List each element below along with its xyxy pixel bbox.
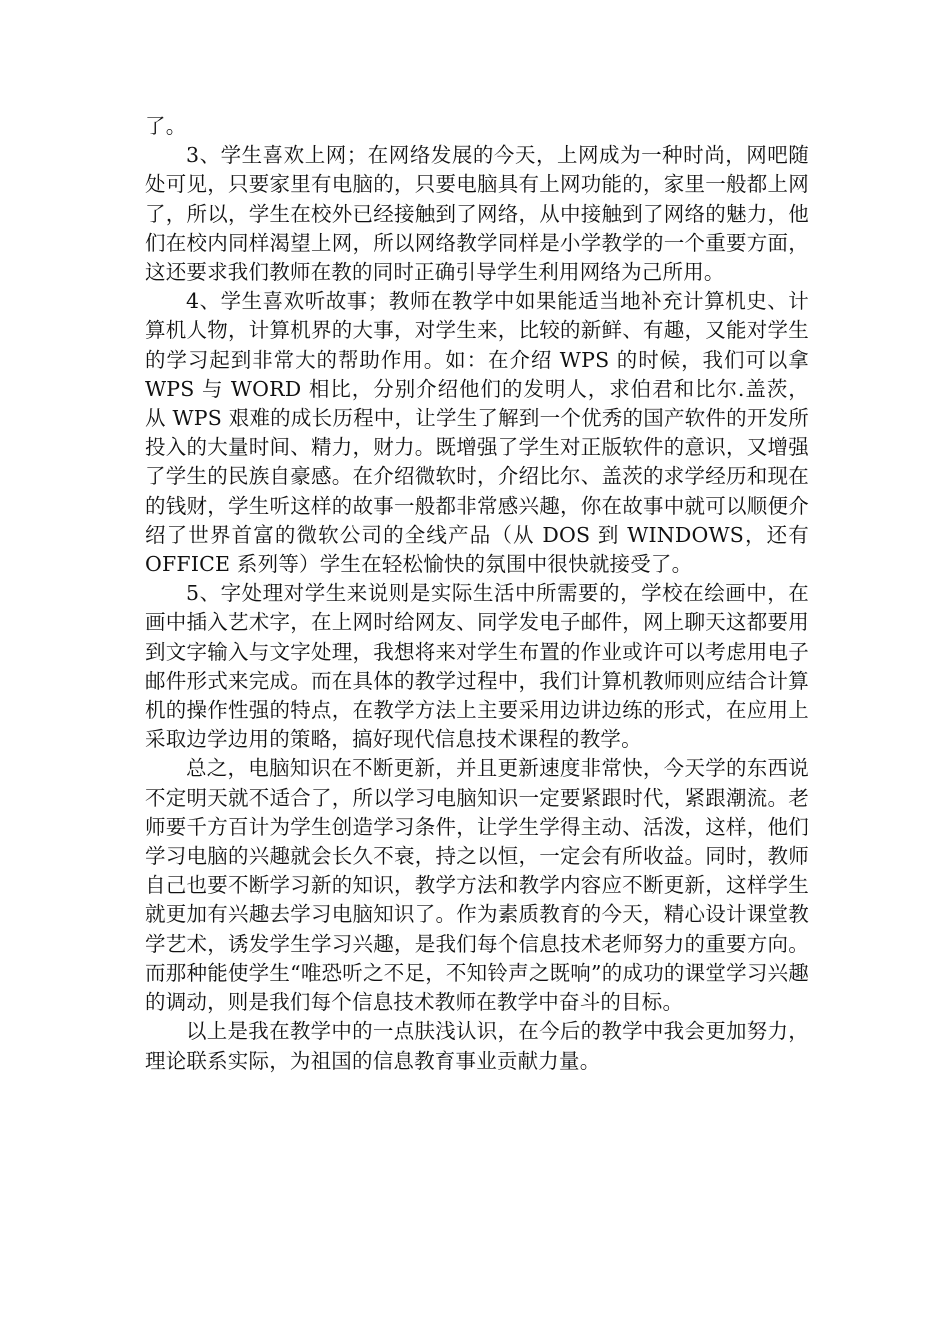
- paragraph-point-4: 4、学生喜欢听故事；教师在教学中如果能适当地补充计算机史、计算机人物，计算机界的大事，对学生来，比较的新鲜、有趣，又能对学生的学习起到非常大的帮助作用。如：在介绍 WPS 的时候，我们可以拿 WPS 与 WORD 相比，分别介绍他们的发明人，求伯君和比尔.盖茨，从 WPS 艰难的成长历程中，让学生了解到一个优秀的国产软件的开发所投入的大量时间、精力，财力。既增强了学生对正版软件的意识，又增强了学生的民族自豪感。在介绍微软时，介绍比尔、盖茨的求学经历和现在的钱财，学生听这样的故事一般都非常感兴趣，你在故事中就可以顺便介绍了世界首富的微软公司的全线产品（从 DOS 到 WINDOWS，还有 OFFICE 系列等）学生在轻松愉快的氛围中很快就接受了。: [145, 289, 809, 577]
- paragraph-continuation: 了。: [145, 114, 187, 138]
- paragraph-point-5: 5、字处理对学生来说则是实际生活中所需要的，学校在绘画中，在画中插入艺术字，在上网时给网友、同学发电子邮件，网上聊天这都要用到文字输入与文字处理，我想将来对学生布置的作业或许可以考虑用电子邮件形式来完成。而在具体的教学过程中，我们计算机教师则应结合计算机的操作性强的特点，在教学方法上主要采用边讲边练的形式，在应用上采取边学边用的策略，搞好现代信息技术课程的教学。: [145, 581, 809, 752]
- paragraph-summary: 总之，电脑知识在不断更新，并且更新速度非常快，今天学的东西说不定明天就不适合了，所以学习电脑知识一定要紧跟时代，紧跟潮流。老师要千方百计为学生创造学习条件，让学生学得主动、活泼，这样，他们学习电脑的兴趣就会长久不衰，持之以恒，一定会有所收益。同时，教师自己也要不断学习新的知识，教学方法和教学内容应不断更新，这样学生就更加有兴趣去学习电脑知识了。作为素质教育的今天，精心设计课堂教学艺术，诱发学生学习兴趣，是我们每个信息技术老师努力的重要方向。而那种能使学生“唯恐听之不足，不知铃声之既响”的成功的课堂学习兴趣的调动，则是我们每个信息技术教师在教学中奋斗的目标。: [145, 756, 809, 1015]
- paragraph-point-3: 3、学生喜欢上网；在网络发展的今天，上网成为一种时尚，网吧随处可见，只要家里有电脑的，只要电脑具有上网功能的，家里一般都上网了，所以，学生在校外已经接触到了网络，从中接触到了网络的魅力，他们在校内同样渴望上网，所以网络教学同样是小学教学的一个重要方面，这还要求我们教师在教的同时正确引导学生利用网络为己所用。: [145, 143, 809, 285]
- document-body: [145, 112, 809, 1076]
- paragraph-conclusion: 以上是我在教学中的一点肤浅认识，在今后的教学中我会更加努力，理论联系实际，为祖国的信息教育事业贡献力量。: [145, 1019, 809, 1073]
